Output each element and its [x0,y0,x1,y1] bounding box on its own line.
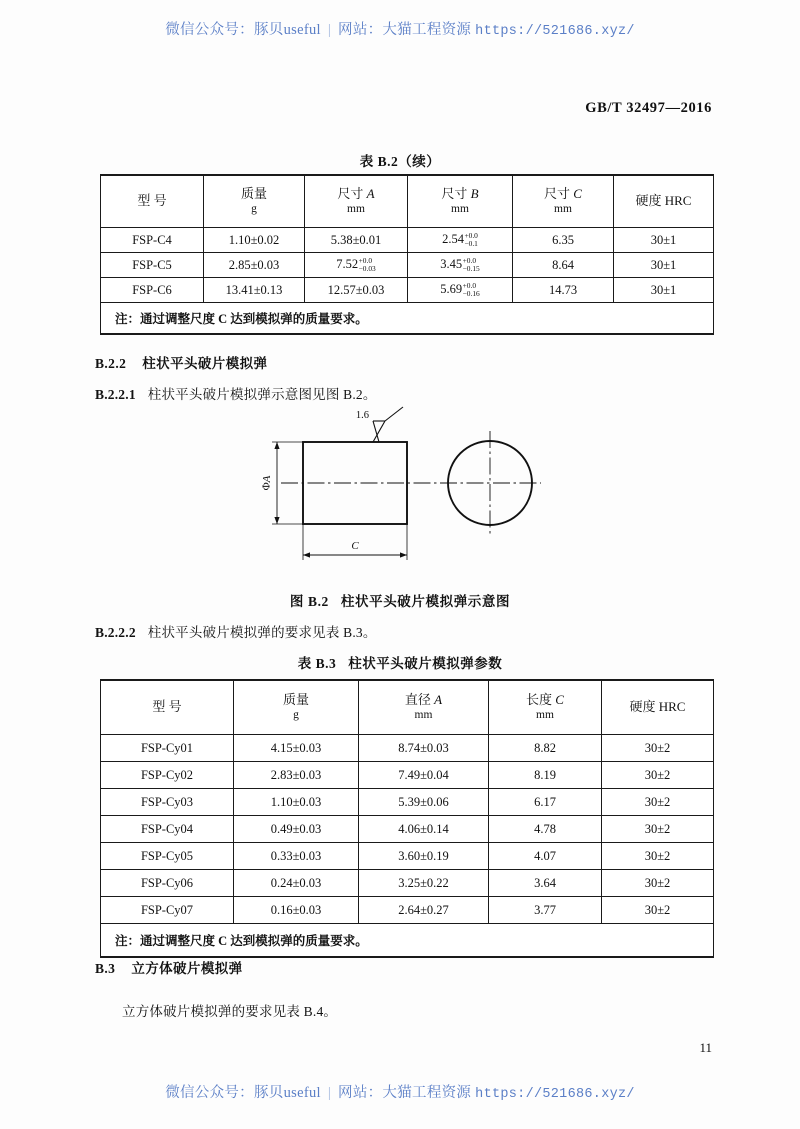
cell-length: 8.82 [489,735,602,762]
cell-hardness: 30±2 [602,762,714,789]
tolerance: +0.0 −0.03 [358,256,376,273]
cell-diameter: 8.74±0.03 [359,735,489,762]
paragraph-b221-text: 柱状平头破片模拟弹示意图见图 B.2。 [147,387,377,402]
cell-model: FSP-C5 [101,253,204,278]
roughness-value-label: 1.6 [355,410,369,421]
cell-length: 3.64 [489,870,602,897]
figure-b2-drawing [245,405,555,585]
col-title: 型 号 [137,192,167,208]
heading-b3 [95,957,243,977]
table-row [101,762,714,789]
col-unit: mm [451,202,469,215]
table-b2-col-mass [204,175,305,228]
cell-hardness: 30±2 [602,897,714,924]
standard-number: GB/T 32497—2016 [585,100,712,116]
col-unit: mm [554,202,572,215]
table-b3-note: 注：通过调整尺度 C 达到模拟弹的质量要求。 [101,924,714,958]
cell-diameter: 2.64±0.27 [359,897,489,924]
table-b2-note: 注：通过调整尺度 C 达到模拟弹的质量要求。 [101,303,714,335]
cell-hardness: 30±2 [602,735,714,762]
watermark-site-label: 网站：大猫工程资源 [338,1085,472,1101]
cell-dim-b: 5.69 +0.0 −0.16 [408,278,513,303]
table-b3-caption-label: 表 B.3 [297,656,337,671]
table-b2-note-row [101,303,714,335]
cell-mass: 0.49±0.03 [234,816,359,843]
col-unit: mm [414,708,433,721]
col-title: 硬度 HRC [629,698,686,714]
col-title: 质量 [282,691,309,707]
cell-model: FSP-Cy03 [101,789,234,816]
cell-mass: 4.15±0.03 [234,735,359,762]
arrow-head-up [274,442,279,449]
watermark-site-label: 网站：大猫工程资源 [338,22,472,38]
table-b2-col-model [101,175,204,228]
cell-dim-c: 8.64 [513,253,614,278]
cell-diameter: 7.49±0.04 [359,762,489,789]
cell-hardness: 30±1 [614,253,714,278]
table-row [101,228,714,253]
arrow-head-left [303,552,310,557]
col-title: 长度 C [526,691,564,707]
cell-dim-c: 14.73 [513,278,614,303]
table-b2 [100,174,714,335]
cell-dim-a: 12.57±0.03 [305,278,408,303]
cell-diameter: 3.25±0.22 [359,870,489,897]
cell-length: 4.07 [489,843,602,870]
table-b2-col-dim-b [408,175,513,228]
diameter-label: ΦA [260,475,273,491]
watermark-top [0,18,800,39]
figure-b2-caption-label: 图 B.2 [289,594,329,609]
table-b3-col-model [101,680,234,735]
cell-mass: 0.24±0.03 [234,870,359,897]
table-b2-col-hardness [614,175,714,228]
watermark-url: https://521686.xyz/ [475,24,635,39]
col-title: 型 号 [152,698,182,714]
arrow-head-down [274,517,279,524]
table-b3-caption-title: 柱状平头破片模拟弹参数 [348,656,503,671]
cell-mass: 1.10±0.02 [204,228,305,253]
arrow-head-right [400,552,407,557]
cell-hardness: 30±1 [614,228,714,253]
cell-diameter: 3.60±0.19 [359,843,489,870]
cell-mass: 2.85±0.03 [204,253,305,278]
cell-dim-c: 6.35 [513,228,614,253]
table-row [101,843,714,870]
cell-model: FSP-C6 [101,278,204,303]
tolerance: +0.0 −0.15 [462,256,480,273]
length-label: C [351,540,359,552]
table-row [101,897,714,924]
paragraph-b222-number: B.2.2.2 [95,625,136,640]
heading-b22 [95,352,267,372]
table-b2-caption: 表 B.2（续） [359,154,441,169]
col-title: 尺寸 B [441,185,479,201]
figure-b2-caption-title: 柱状平头破片模拟弹示意图 [340,594,511,609]
paragraph-b222 [95,621,377,641]
cell-dim-a: 7.52 +0.0 −0.03 [305,253,408,278]
cell-model: FSP-Cy05 [101,843,234,870]
watermark-separator: | [327,1085,332,1101]
heading-b22-title: 柱状平头破片模拟弹 [142,356,268,371]
cell-model: FSP-Cy07 [101,897,234,924]
table-b3-col-mass [234,680,359,735]
table-b3-col-hardness [602,680,714,735]
paragraph-b3-body: 立方体破片模拟弹的要求见表 B.4。 [122,1004,338,1019]
table-b3-note-row [101,924,714,958]
cell-model: FSP-C4 [101,228,204,253]
figure-b2-caption [0,590,800,610]
page-number: 11 [699,1040,712,1055]
cell-length: 6.17 [489,789,602,816]
cell-length: 8.19 [489,762,602,789]
tolerance: +0.0 −0.1 [464,231,478,248]
table-b3-col-diameter [359,680,489,735]
heading-b22-number: B.2.2 [95,356,127,371]
surface-roughness-symbol [373,407,403,442]
watermark-wechat-label: 微信公众号：豚贝useful [165,22,321,38]
cell-mass: 2.83±0.03 [234,762,359,789]
col-unit: g [251,202,257,215]
paragraph-b221-number: B.2.2.1 [95,387,136,402]
table-b2-header-row [101,175,714,228]
col-title: 直径 A [404,691,443,707]
table-row [101,253,714,278]
table-b3-caption [0,652,800,672]
paragraph-b222-text: 柱状平头破片模拟弹的要求见表 B.3。 [147,625,377,640]
cell-hardness: 30±2 [602,816,714,843]
table-row [101,735,714,762]
heading-b3-title: 立方体破片模拟弹 [131,961,243,976]
cell-diameter: 5.39±0.06 [359,789,489,816]
watermark-separator: | [327,22,332,38]
cell-length: 4.78 [489,816,602,843]
watermark-bottom [0,1081,800,1102]
col-title: 尺寸 C [544,185,582,201]
cell-dim-b: 2.54 +0.0 −0.1 [408,228,513,253]
table-b3-col-length [489,680,602,735]
cell-model: FSP-Cy06 [101,870,234,897]
table-row [101,278,714,303]
cell-hardness: 30±2 [602,870,714,897]
cell-model: FSP-Cy02 [101,762,234,789]
col-title: 硬度 HRC [635,192,692,208]
table-row [101,789,714,816]
table-b3 [100,679,714,958]
cell-mass: 0.33±0.03 [234,843,359,870]
col-unit: mm [347,202,365,215]
cell-dim-a: 5.38±0.01 [305,228,408,253]
cell-model: FSP-Cy01 [101,735,234,762]
watermark-wechat-label: 微信公众号：豚贝useful [165,1085,321,1101]
heading-b3-number: B.3 [95,961,116,976]
paragraph-b221 [95,383,377,403]
cell-hardness: 30±2 [602,789,714,816]
cell-length: 3.77 [489,897,602,924]
col-unit: mm [536,708,554,721]
table-row [101,870,714,897]
table-b2-col-dim-c [513,175,614,228]
watermark-url: https://521686.xyz/ [475,1087,635,1102]
cell-hardness: 30±1 [614,278,714,303]
table-b2-col-dim-a [305,175,408,228]
col-unit: g [293,708,299,721]
tolerance: +0.0 −0.16 [462,281,480,298]
cell-diameter: 4.06±0.14 [359,816,489,843]
cell-mass: 0.16±0.03 [234,897,359,924]
table-row [101,816,714,843]
cell-mass: 13.41±0.13 [204,278,305,303]
cell-dim-b: 3.45 +0.0 −0.15 [408,253,513,278]
cell-hardness: 30±2 [602,843,714,870]
col-title: 尺寸 A [337,185,375,201]
table-b3-header-row [101,680,714,735]
cell-mass: 1.10±0.03 [234,789,359,816]
col-title: 质量 [240,185,267,201]
cell-model: FSP-Cy04 [101,816,234,843]
